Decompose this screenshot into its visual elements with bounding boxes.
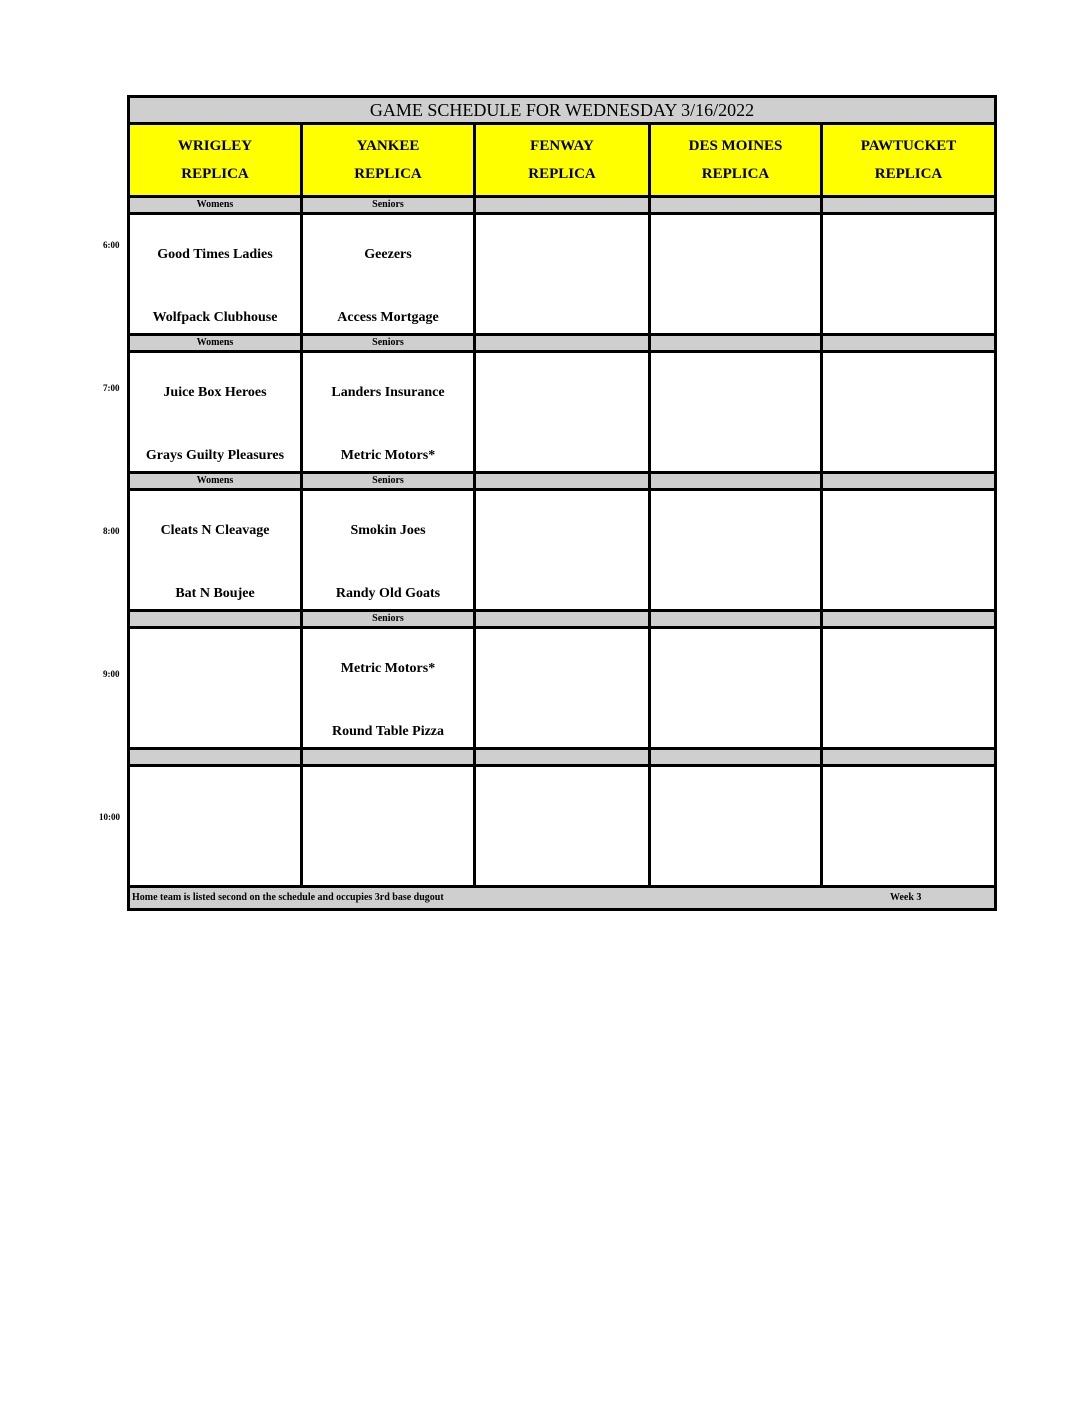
home-team — [476, 724, 648, 738]
home-team: Grays Guilty Pleasures — [145, 448, 285, 463]
game-cell — [129, 766, 302, 887]
away-team — [651, 523, 820, 537]
away-team — [303, 799, 473, 813]
division-cell — [129, 749, 302, 766]
home-team: Randy Old Goats — [335, 586, 441, 601]
game-cell — [822, 628, 996, 749]
away-team: Metric Motors* — [340, 661, 436, 676]
away-team — [476, 385, 648, 399]
game-row — [129, 352, 996, 473]
home-team: Wolfpack Clubhouse — [152, 310, 278, 325]
game-cell — [129, 214, 302, 335]
home-team — [651, 724, 820, 738]
division-cell — [129, 611, 302, 628]
division-cell — [302, 749, 475, 766]
time-label-8: 8:00 — [103, 526, 120, 536]
away-team: Landers Insurance — [331, 385, 445, 400]
away-team — [823, 385, 994, 399]
away-team — [823, 661, 994, 675]
home-team — [651, 448, 820, 462]
game-cell — [822, 490, 996, 611]
schedule-title: GAME SCHEDULE FOR WEDNESDAY 3/16/2022 — [129, 97, 996, 124]
division-cell — [475, 473, 650, 490]
game-cell — [129, 490, 302, 611]
home-team: Bat N Boujee — [175, 586, 255, 601]
division-cell — [650, 197, 822, 214]
game-cell — [822, 352, 996, 473]
game-row — [129, 214, 996, 335]
division-cell: Seniors — [302, 473, 475, 490]
home-team: Metric Motors* — [340, 448, 436, 463]
game-cell — [475, 352, 650, 473]
game-cell — [302, 490, 475, 611]
game-cell — [475, 766, 650, 887]
field-header-des-moines — [650, 124, 822, 197]
home-team — [823, 448, 994, 462]
away-team — [823, 799, 994, 813]
game-cell — [650, 214, 822, 335]
away-team — [823, 247, 994, 261]
division-row — [129, 749, 996, 766]
schedule-table — [127, 95, 997, 911]
division-cell — [822, 473, 996, 490]
game-cell — [302, 628, 475, 749]
game-row — [129, 490, 996, 611]
division-cell: Seniors — [302, 611, 475, 628]
division-cell: Womens — [129, 335, 302, 352]
game-cell — [650, 766, 822, 887]
home-team — [651, 310, 820, 324]
home-team-note: Home team is listed second on the schedule and occupies 3rd base dugout — [132, 892, 444, 903]
division-cell — [822, 197, 996, 214]
division-cell — [475, 197, 650, 214]
field-subtitle: REPLICA — [181, 166, 249, 182]
game-cell — [129, 352, 302, 473]
division-row — [129, 473, 996, 490]
away-team — [130, 799, 300, 813]
field-header-fenway — [475, 124, 650, 197]
field-name: DES MOINES — [688, 138, 783, 154]
home-team — [651, 862, 820, 876]
footer-cell — [129, 887, 996, 910]
away-team — [476, 799, 648, 813]
field-name: FENWAY — [530, 138, 594, 154]
footer-row — [129, 887, 996, 910]
game-row — [129, 628, 996, 749]
home-team — [476, 448, 648, 462]
field-header-row — [129, 124, 996, 197]
home-team — [823, 724, 994, 738]
game-cell — [650, 352, 822, 473]
schedule-sheet — [127, 95, 994, 911]
away-team: Good Times Ladies — [157, 247, 273, 262]
field-subtitle: REPLICA — [354, 166, 422, 182]
game-cell — [302, 766, 475, 887]
home-team: Round Table Pizza — [331, 724, 445, 739]
division-row — [129, 197, 996, 214]
division-cell — [475, 611, 650, 628]
away-team: Geezers — [364, 247, 412, 262]
game-cell — [475, 214, 650, 335]
home-team — [130, 724, 300, 738]
home-team — [476, 586, 648, 600]
field-subtitle: REPLICA — [701, 166, 770, 182]
division-cell — [650, 749, 822, 766]
away-team: Cleats N Cleavage — [160, 523, 270, 538]
week-label: Week 3 — [890, 892, 922, 903]
division-cell: Womens — [129, 473, 302, 490]
home-team — [823, 310, 994, 324]
division-cell — [650, 335, 822, 352]
division-cell — [822, 335, 996, 352]
field-subtitle: REPLICA — [874, 166, 943, 182]
division-cell — [650, 611, 822, 628]
time-label-6: 6:00 — [103, 240, 120, 250]
home-team: Access Mortgage — [337, 310, 439, 325]
away-team — [651, 661, 820, 675]
home-team — [476, 862, 648, 876]
away-team: Smokin Joes — [350, 523, 426, 538]
field-subtitle: REPLICA — [528, 166, 596, 182]
away-team — [476, 247, 648, 261]
home-team — [476, 310, 648, 324]
away-team — [651, 385, 820, 399]
home-team — [130, 862, 300, 876]
away-team — [476, 523, 648, 537]
game-cell — [650, 490, 822, 611]
division-cell: Seniors — [302, 197, 475, 214]
time-label-7: 7:00 — [103, 383, 120, 393]
home-team — [303, 862, 473, 876]
game-cell — [822, 214, 996, 335]
field-header-wrigley — [129, 124, 302, 197]
field-name: YANKEE — [356, 138, 420, 154]
division-cell — [822, 749, 996, 766]
away-team — [476, 661, 648, 675]
game-cell — [475, 628, 650, 749]
field-name: PAWTUCKET — [860, 138, 957, 154]
division-cell: Seniors — [302, 335, 475, 352]
away-team — [823, 523, 994, 537]
away-team — [130, 661, 300, 675]
time-label-10: 10:00 — [99, 812, 120, 822]
division-cell: Womens — [129, 197, 302, 214]
away-team — [651, 247, 820, 261]
time-label-9: 9:00 — [103, 669, 120, 679]
division-row — [129, 611, 996, 628]
division-cell — [475, 335, 650, 352]
away-team — [651, 799, 820, 813]
home-team — [823, 862, 994, 876]
away-team: Juice Box Heroes — [163, 385, 267, 400]
home-team — [823, 586, 994, 600]
game-cell — [302, 214, 475, 335]
field-header-pawtucket — [822, 124, 996, 197]
game-cell — [475, 490, 650, 611]
division-row — [129, 335, 996, 352]
field-header-yankee — [302, 124, 475, 197]
division-cell — [822, 611, 996, 628]
game-row — [129, 766, 996, 887]
field-name: WRIGLEY — [177, 138, 253, 154]
division-cell — [650, 473, 822, 490]
game-cell — [650, 628, 822, 749]
division-cell — [475, 749, 650, 766]
home-team — [651, 586, 820, 600]
game-cell — [822, 766, 996, 887]
game-cell — [129, 628, 302, 749]
game-cell — [302, 352, 475, 473]
